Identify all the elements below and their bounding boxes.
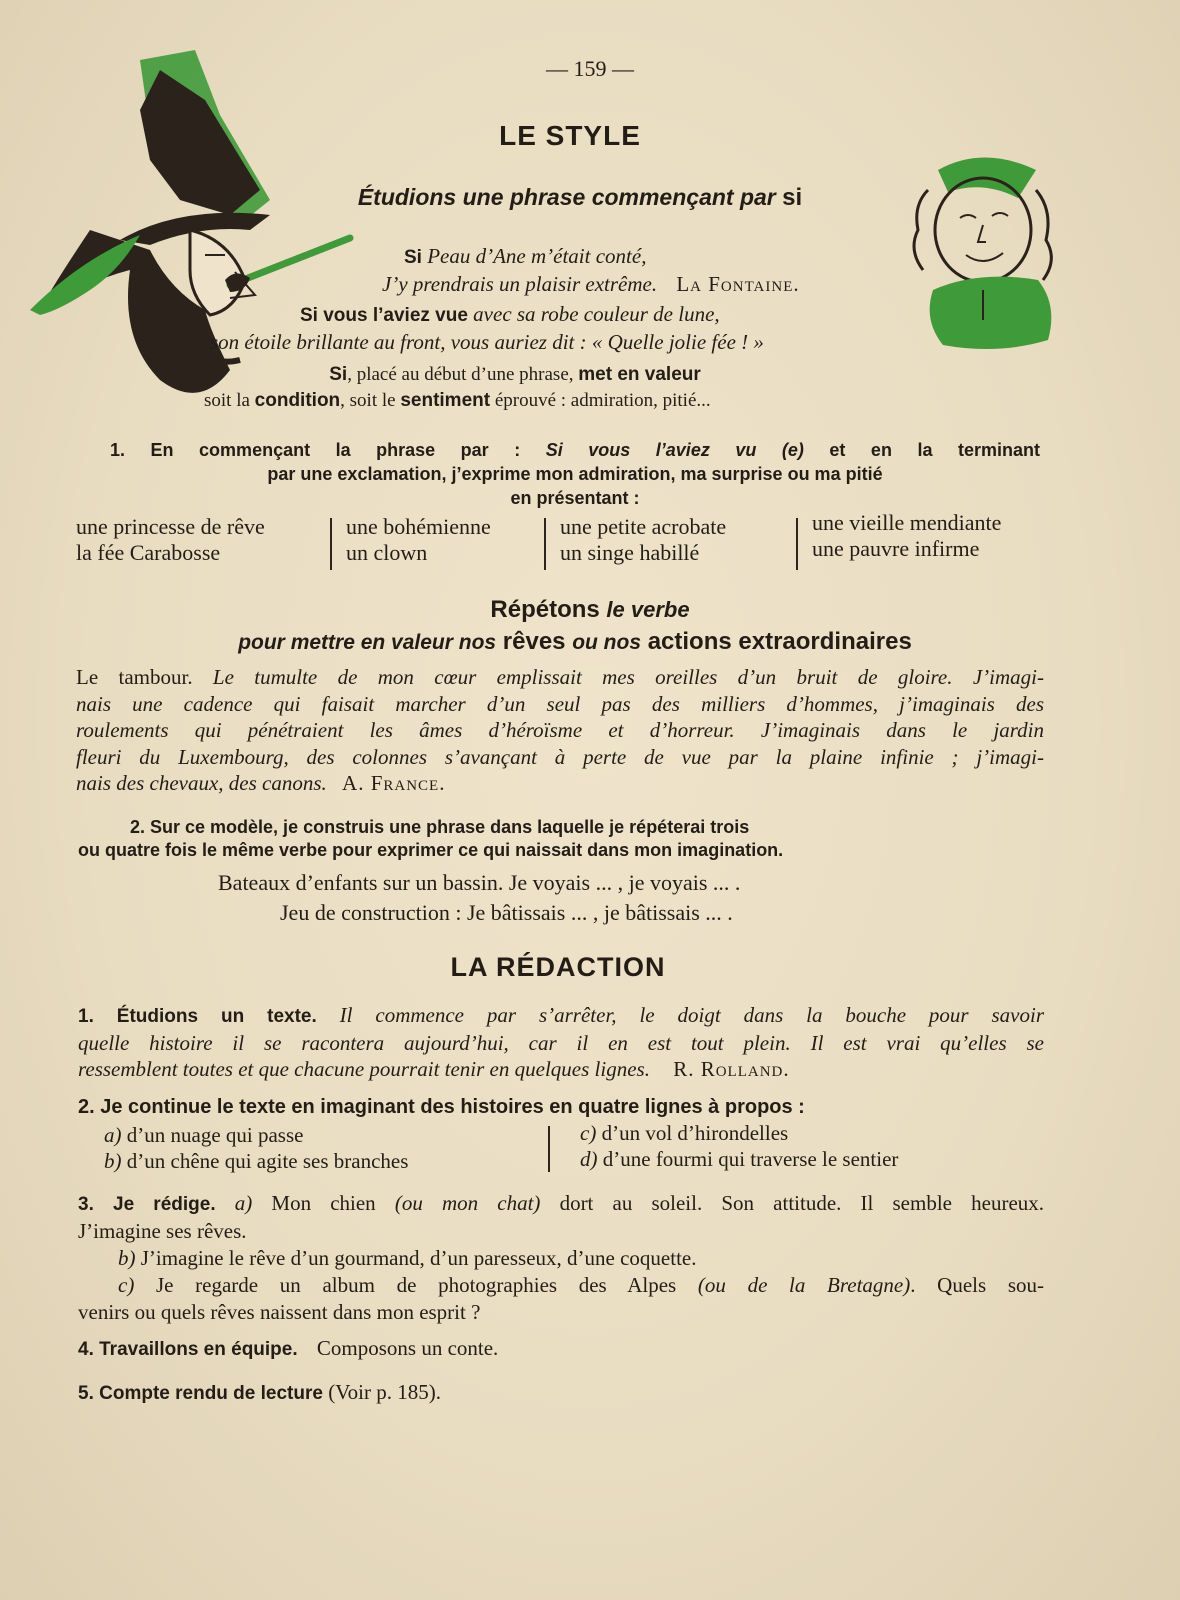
r2-text: d’une fourmi qui traverse le sentier — [602, 1147, 899, 1171]
vocab-item: un clown — [346, 540, 428, 565]
r3-line: J’imagine ses rêves. — [78, 1219, 247, 1243]
r3-letter: a) — [234, 1191, 253, 1215]
r2-item-d — [580, 1146, 898, 1172]
exercise-2-line2: ou quatre fois le même verbe pour exprimer ce qui naissait dans mon imagination. — [78, 840, 784, 860]
vocab-column-1 — [76, 514, 265, 566]
r2-letter: c) — [580, 1121, 597, 1145]
quote1-line1-text: Peau d’Ane m’était conté, — [427, 244, 647, 268]
subtitle-text: Étudions une phrase commençant par — [357, 184, 776, 210]
tambour-text: nais des chevaux, des canons. — [76, 771, 327, 795]
tambour-line: fleuri du Luxembourg, des colonnes s’avançant à perte de vue par la plaine infinie ; j’imagi- — [76, 744, 1044, 769]
r3-letter: c) — [118, 1273, 135, 1297]
tambour-label: Le tambour. — [76, 665, 193, 689]
column-divider — [544, 518, 546, 570]
r5-text: (Voir p. 185). — [328, 1380, 441, 1404]
r4-text: Composons un conte. — [316, 1336, 499, 1360]
r3-line — [78, 1245, 1044, 1272]
quote2-line1 — [300, 302, 720, 327]
r2-item-b — [104, 1148, 408, 1174]
vocab-item: une bohémienne — [346, 514, 491, 539]
r2-letter: d) — [580, 1147, 598, 1171]
exercise-1-line1 — [110, 438, 1040, 462]
fairy-illustration — [888, 150, 1068, 360]
repetons-word: Répétons — [490, 596, 600, 623]
repetons-reves: rêves — [502, 628, 566, 655]
rule-met-en-valeur: met en valeur — [578, 364, 701, 385]
r2-text: d’un chêne qui agite ses branches — [126, 1149, 409, 1173]
exercise-1-line3: en présentant : — [510, 488, 640, 508]
exercise-1-line1-a: 1. En commençant la phrase par : — [110, 440, 521, 460]
quote1-author: La Fontaine. — [676, 272, 800, 296]
repetons-heading — [0, 596, 1180, 624]
column-divider — [330, 518, 332, 570]
redaction-item-5 — [78, 1380, 441, 1405]
r1-text: Il commence par s’arrêter, le doigt dans la bouche pour savoir — [339, 1003, 1044, 1027]
tambour-passage — [76, 664, 1044, 797]
tambour-text: Le tumulte de mon cœur emplissait mes oreilles d’un bruit de gloire. J’imagi- — [212, 665, 1044, 689]
r4-label: 4. Travaillons en équipe. — [78, 1339, 298, 1360]
r2-letter: a) — [104, 1123, 122, 1147]
r2-letter: b) — [104, 1149, 122, 1173]
r3-text: . Quels sou- — [910, 1273, 1044, 1297]
page-number: — 159 — — [546, 56, 634, 81]
vocab-item: une petite acrobate — [560, 514, 727, 539]
r3-text: J’imagine le rêve d’un gourmand, d’un paresseux, d’une coquette. — [140, 1246, 697, 1270]
r1-text: ressemblent toutes et que chacune pourrait tenir en quelques lignes. — [78, 1057, 650, 1081]
vocab-column-3 — [560, 514, 726, 566]
exercise-1-line1-italic: Si vous l’aviez vu (e) — [545, 440, 804, 460]
rule-condition: condition — [254, 390, 341, 411]
rule-text2: soit la — [204, 390, 250, 411]
vocab-item: la fée Carabosse — [76, 540, 221, 565]
style-subtitle — [280, 184, 880, 212]
r3-line — [78, 1272, 1044, 1299]
repetons-le-verbe: le verbe — [606, 597, 690, 622]
r3-italic: (ou de la Bretagne) — [697, 1273, 911, 1297]
r1-line: quelle histoire il se racontera aujourd’hui, car il en est tout plein. Il est vrai qu’elles se — [78, 1031, 1044, 1055]
r2-text: d’un vol d’hirondelles — [601, 1121, 789, 1145]
redaction-item-2-label: 2. Je continue le texte en imaginant des histoires en quatre lignes à propos : — [78, 1096, 805, 1118]
vocab-item: une vieille mendiante — [812, 510, 1002, 535]
style-rule-line2 — [204, 390, 711, 412]
r1-author: R. Rolland. — [673, 1057, 790, 1081]
repetons-text: pour mettre en valeur nos — [238, 631, 497, 654]
column-divider — [796, 518, 798, 570]
r5-label: 5. Compte rendu de lecture — [78, 1383, 323, 1404]
r3-text: Je regarde un album de photographies des Alpes — [156, 1273, 677, 1297]
vocab-item: une pauvre infirme — [812, 536, 980, 561]
r2-text: d’un nuage qui passe — [126, 1123, 304, 1147]
exercise-2-example-1: Bateaux d’enfants sur un bassin. Je voyais ... , je voyais ... . — [218, 870, 741, 895]
exercise-1-line1-b: et en la terminant — [829, 440, 1040, 460]
r3-text: Mon chien — [271, 1191, 376, 1215]
repetons-ou-nos: ou nos — [572, 631, 642, 654]
quote1-line2 — [382, 272, 800, 297]
rule-text1: , placé au début d’une phrase, — [347, 364, 574, 385]
r2-item-a — [104, 1122, 303, 1148]
r3-letter: b) — [118, 1246, 136, 1270]
tambour-line — [76, 770, 1044, 797]
vocab-item: une princesse de rêve — [76, 514, 265, 539]
exercise-1-line2: par une exclamation, j’exprime mon admiration, ma surprise ou ma pitié — [267, 464, 883, 484]
section-title-le-style: LE STYLE — [499, 120, 641, 151]
r1-label: 1. Étudions un texte. — [78, 1006, 317, 1027]
r1-line — [78, 1056, 1044, 1082]
rule-si: Si — [329, 364, 348, 385]
quote1-line2-text: J’y prendrais un plaisir extrême. — [382, 272, 658, 296]
repetons-subheading — [90, 628, 1060, 656]
redaction-item-1 — [78, 1002, 1044, 1082]
tambour-line: nais une cadence qui faisait marcher d’un seul pas des milliers d’hommes, j’imaginais des — [76, 691, 1044, 716]
quote1-si: Si — [404, 247, 422, 268]
tambour-line — [76, 664, 1044, 691]
quote2-line1-text: avec sa robe couleur de lune, — [473, 302, 720, 326]
repetons-actions: actions extraordinaires — [647, 628, 912, 655]
exercise-2-example-2: Jeu de construction : Je bâtissais ... , je bâtissais ... . — [280, 900, 733, 925]
redaction-item-3 — [78, 1190, 1044, 1326]
exercise-2-line1: 2. Sur ce modèle, je construis une phrase dans laquelle je répéterai trois — [130, 817, 750, 837]
style-rule-line1 — [0, 364, 1030, 386]
exercise-1 — [110, 438, 1040, 510]
exercise-2 — [78, 816, 1044, 862]
vocab-column-2 — [346, 514, 491, 566]
redaction-item-4 — [78, 1336, 498, 1361]
r3-italic: (ou mon chat) — [394, 1191, 541, 1215]
tambour-author: A. France. — [342, 771, 446, 795]
quote1-line1 — [404, 244, 646, 269]
r3-line — [78, 1190, 1044, 1218]
r3-text: dort au soleil. Son attitude. Il semble heureux. — [559, 1191, 1045, 1215]
r2-item-c — [580, 1120, 788, 1146]
column-divider — [548, 1126, 550, 1172]
witch-illustration — [30, 40, 360, 420]
vocab-column-4 — [812, 510, 1001, 562]
tambour-line: roulements qui pénétraient les âmes d’héroïsme et d’horreur. J’imaginais dans le jardin — [76, 718, 1044, 742]
section-title-redaction: LA RÉDACTION — [450, 952, 666, 982]
subtitle-si: si — [782, 184, 803, 211]
vocab-item: un singe habillé — [560, 540, 700, 565]
quote2-line2: son étoile brillante au front, vous auriez dit : « Quelle jolie fée ! » — [210, 330, 764, 354]
rule-text3: , soit le — [340, 390, 396, 411]
r3-label: 3. Je rédige. — [78, 1194, 216, 1215]
quote2-bold: Si vous l’aviez vue — [300, 305, 468, 326]
rule-sentiment: sentiment — [400, 390, 491, 411]
r3-line: venirs ou quels rêves naissent dans mon esprit ? — [78, 1300, 481, 1324]
r1-line — [78, 1002, 1044, 1030]
rule-text4: éprouvé : admiration, pitié... — [494, 390, 711, 411]
